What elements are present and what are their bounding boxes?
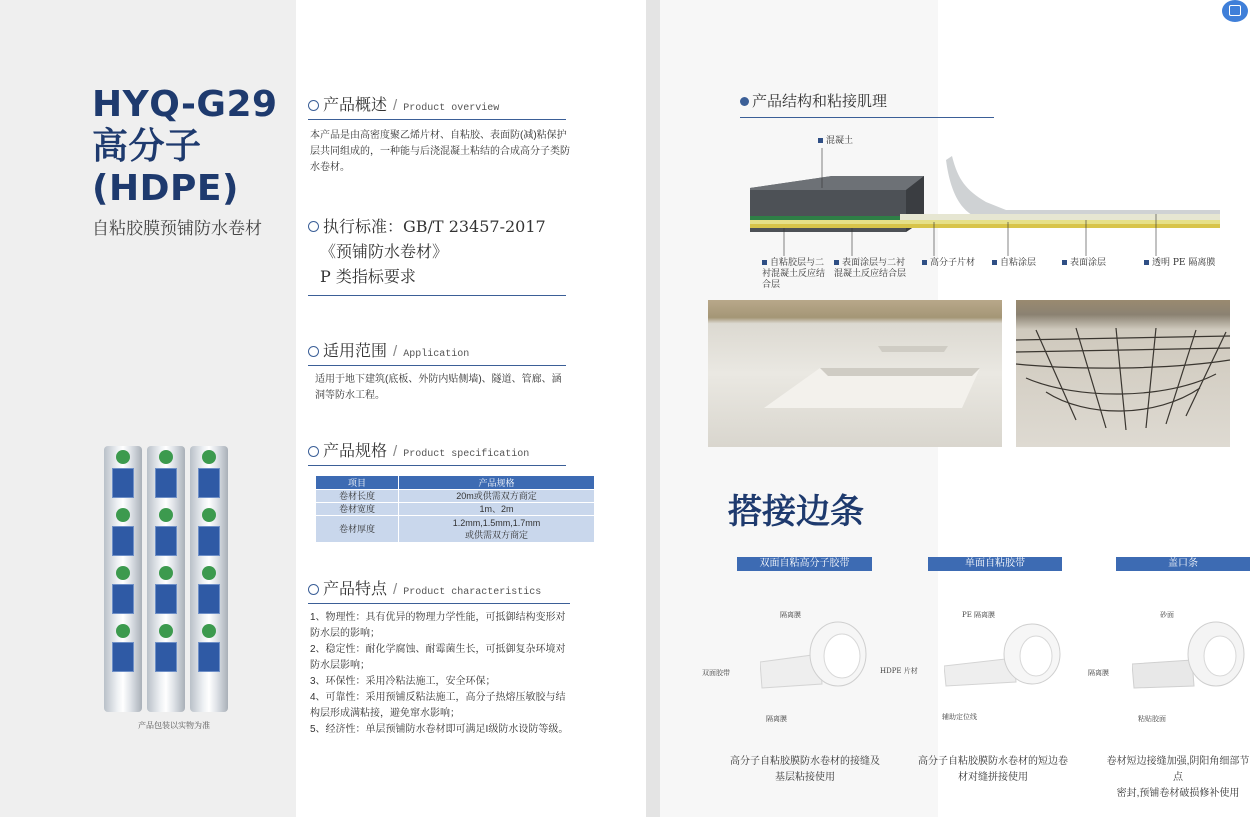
overview-text: 本产品是由高密度聚乙烯片材、自粘胶、表面防(减)粘保护层共同组成的，一种能与后浇混凝土粘结的合成高分子类防水卷材。 [310,130,570,173]
crop-icon [1229,5,1241,16]
features-list [310,610,574,738]
table-row [316,503,595,516]
roll-3 [190,446,228,712]
title-line-model: HYQ-G29 [92,84,278,125]
list-item: 2、稳定性：耐化学腐蚀、耐霉菌生长，可抵御复杂环境对防水层影响； [310,644,566,671]
caption-cover-strip: 卷材短边接缝加强,阴阳角细部节点 密封,预铺卷材破损修补使用 [1106,756,1250,799]
features-heading: 产品特点 / Product characteristics [308,576,570,604]
scope-icon [308,346,319,357]
check-icon [308,221,319,232]
layer-label: 高分子片材 [922,258,975,269]
star-icon [308,584,319,595]
list-item: 4、可靠性：采用预铺反粘法施工，高分子热熔压敏胶与结构层形成满粘接，避免窜水影响； [310,692,566,719]
overview-heading: 产品概述 / Product overview [308,92,566,120]
standard-block [308,214,566,296]
list-icon [308,100,319,111]
table-cell: 卷材宽度 [316,503,399,516]
table-header-cell: 产品规格 [399,476,595,490]
product-subtitle: 自粘胶膜预铺防水卷材 [92,219,262,238]
table-cell: 1.2mm,1.5mm,1.7mm 或供需双方商定 [399,516,595,543]
table-cell: 20m或供需双方商定 [399,490,595,503]
spec-table [315,475,595,543]
list-item: 5、经济性：单层预铺防水卷材即可满足I级防水设防等级。 [310,724,569,735]
table-cell: 卷材厚度 [316,516,399,543]
table-row [316,516,595,543]
product-title [92,84,278,210]
label-adhesive-surface: 粘贴胶面 [1138,715,1166,723]
roll-caption: 产品包装以实物为准 [138,721,210,730]
standard-line-3: P 类指标要求 [320,267,416,286]
layer-label: 表面涂层 [1062,258,1106,269]
tag-double-tape: 双面自粘高分子胶带 [737,557,872,571]
label-release-film-3: 隔离膜 [1088,669,1109,677]
title-line-material: 高分子 [92,126,202,167]
lap-title: 搭接边条 [728,492,864,532]
layer-label: 表面涂层与二衬混凝土反应结合层 [834,258,910,280]
roll-1 [104,446,142,712]
ruler-icon [308,446,319,457]
table-cell: 1m、2m [399,503,595,516]
table-row [316,490,595,503]
label-double-tape: 双面胶带 [702,669,730,677]
list-item: 3、环保性：采用冷粘法施工，安全环保； [310,676,496,687]
label-sand-surface: 砂面 [1160,611,1174,619]
label-pe-film: PE 隔离膜 [962,611,996,619]
specification-heading: 产品规格 / Product specification [308,438,566,466]
caption-single-tape: 高分子自粘胶膜防水卷材的短边卷 材对缝拼接使用 [918,756,1068,783]
application-heading: 适用范围 / Application [308,338,566,366]
list-item: 1、物理性：具有优异的物理力学性能，可抵御结构变形对防水层的影响； [310,612,566,639]
label-hdpe-sheet: HDPE 片材 [880,667,918,675]
screenshot-tool-button[interactable] [1222,0,1248,22]
caption-double-tape: 高分子自粘胶膜防水卷材的接缝及 基层粘接使用 [730,756,880,783]
label-release-film: 隔离膜 [780,611,801,619]
structure-heading: 产品结构和粘接肌理 [740,90,994,118]
application-text: 适用于地下建筑(底板、外防内贴侧墙)、隧道、管廊、涵洞等防水工程。 [315,374,562,401]
tag-single-tape: 单面自粘胶带 [928,557,1062,571]
layer-label: 自粘涂层 [992,258,1036,269]
layer-label: 透明 PE 隔离膜 [1144,258,1215,269]
page-gutter [646,0,660,817]
single-tape-image [944,620,1064,690]
construction-photo-rebar [1016,300,1230,447]
concrete-label: 混凝土 [818,136,853,147]
cover-strip-image [1132,620,1248,690]
title-line-hdpe: (HDPE) [92,168,239,209]
construction-photo-membrane [708,300,1002,447]
standard-line-1: 执行标准：GB/T 23457-2017 [323,217,546,236]
label-guide-line: 辅助定位线 [942,713,977,721]
heart-icon [740,97,749,106]
tag-cover-strip: 盖口条 [1116,557,1250,571]
product-rolls-image [104,446,228,712]
layer-label: 自粘胶层与二衬混凝土反应结合层 [762,258,826,290]
roll-2 [147,446,185,712]
table-header-row [316,476,595,490]
label-release-film-2: 隔离膜 [766,715,787,723]
table-header-cell: 项目 [316,476,399,490]
standard-line-2: 《预铺防水卷材》 [320,242,449,261]
double-tape-image [760,618,870,692]
table-cell: 卷材长度 [316,490,399,503]
